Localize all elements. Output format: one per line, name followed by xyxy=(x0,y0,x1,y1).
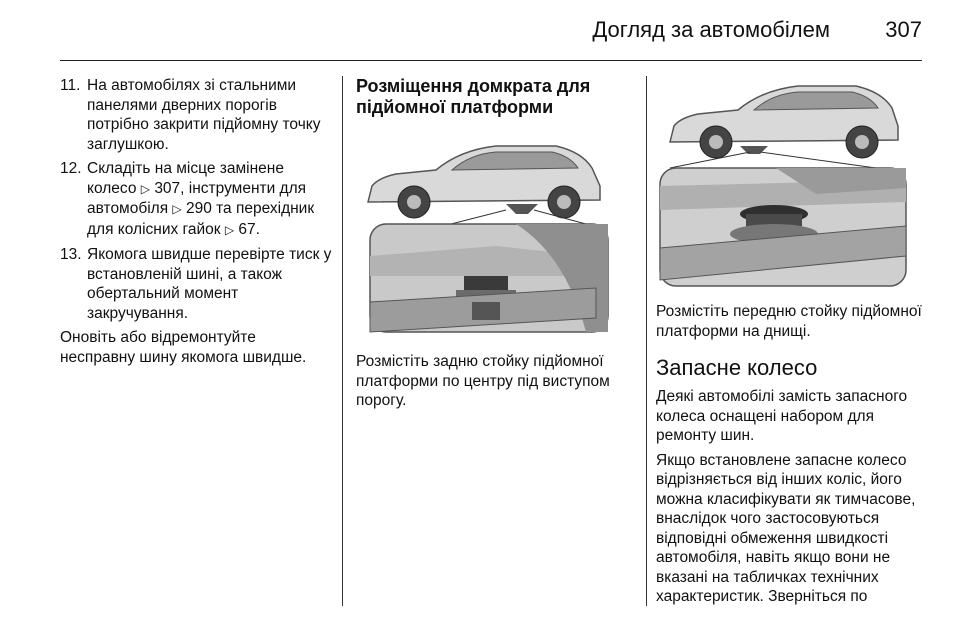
figure-caption: Розмістіть передню стойку підйомної платформи на днищі. xyxy=(656,303,922,340)
step-number: 12. xyxy=(60,160,82,177)
section-heading: Запасне колесо xyxy=(656,355,818,380)
step-number: 11. xyxy=(60,77,81,94)
front-lift-point-illustration xyxy=(656,76,910,288)
step-item xyxy=(60,76,332,154)
step-text-part: 307, інструменти для автомобіля xyxy=(87,179,307,217)
body-paragraph: Деякі автомобілі замість запасного колеса оснащені набором для ремонту шин. xyxy=(656,388,908,444)
rear-lift-point-illustration xyxy=(356,126,614,338)
lift-detail-icon xyxy=(660,168,906,286)
step-text: Якомога швидше перевірте тиск у встановленій шині, а також обертальний момент закручування. xyxy=(87,246,332,322)
step-number: 13. xyxy=(60,246,82,263)
step-item xyxy=(60,159,332,240)
page-title: Догляд за автомобілем xyxy=(592,17,830,42)
lift-detail-icon xyxy=(370,224,608,332)
steps-list xyxy=(60,76,332,323)
page-header xyxy=(60,0,922,61)
note-text: Оновіть або відремонтуйте несправну шину якомога швидше. xyxy=(60,329,307,366)
page-number: 307 xyxy=(885,17,922,42)
page-ref-arrow-icon[interactable]: ▷ xyxy=(224,222,235,237)
step-item xyxy=(60,245,332,323)
column-left xyxy=(60,76,332,372)
step-text: На автомобілях зі стальними панелями дверних порогів потрібно закрити підйомну точку заглушкою. xyxy=(87,77,321,153)
column-middle xyxy=(356,76,638,416)
column-divider-2 xyxy=(646,76,647,606)
car-silhouette-icon xyxy=(368,146,600,218)
body-paragraph: Якщо встановлене запасне колесо відрізняється від інших коліс, його можна класифікувати як тимчасове, внаслідок чого застосовуються відповідні обмеження швидкості автомобіля, навіть якщо вони не вказані на табличках технічних характеристик. Зверніться по xyxy=(656,451,916,605)
figure-caption: Розмістіть задню стойку підйомної платформи по центру під виступом порогу. xyxy=(356,353,610,409)
section-subheading: Розміщення домкрата для підйомної платформи xyxy=(356,76,591,117)
column-right xyxy=(656,76,926,612)
step-text-part: 67. xyxy=(238,220,260,238)
column-divider-1 xyxy=(342,76,343,606)
car-silhouette-icon xyxy=(670,86,898,158)
step-text-part: 290 та перехідник для колісних гайок xyxy=(87,200,315,238)
step-text-part: Складіть на місце замінене колесо xyxy=(87,160,284,197)
page-ref-arrow-icon[interactable]: ▷ xyxy=(140,181,150,196)
page-ref-arrow-icon[interactable]: ▷ xyxy=(172,202,182,216)
